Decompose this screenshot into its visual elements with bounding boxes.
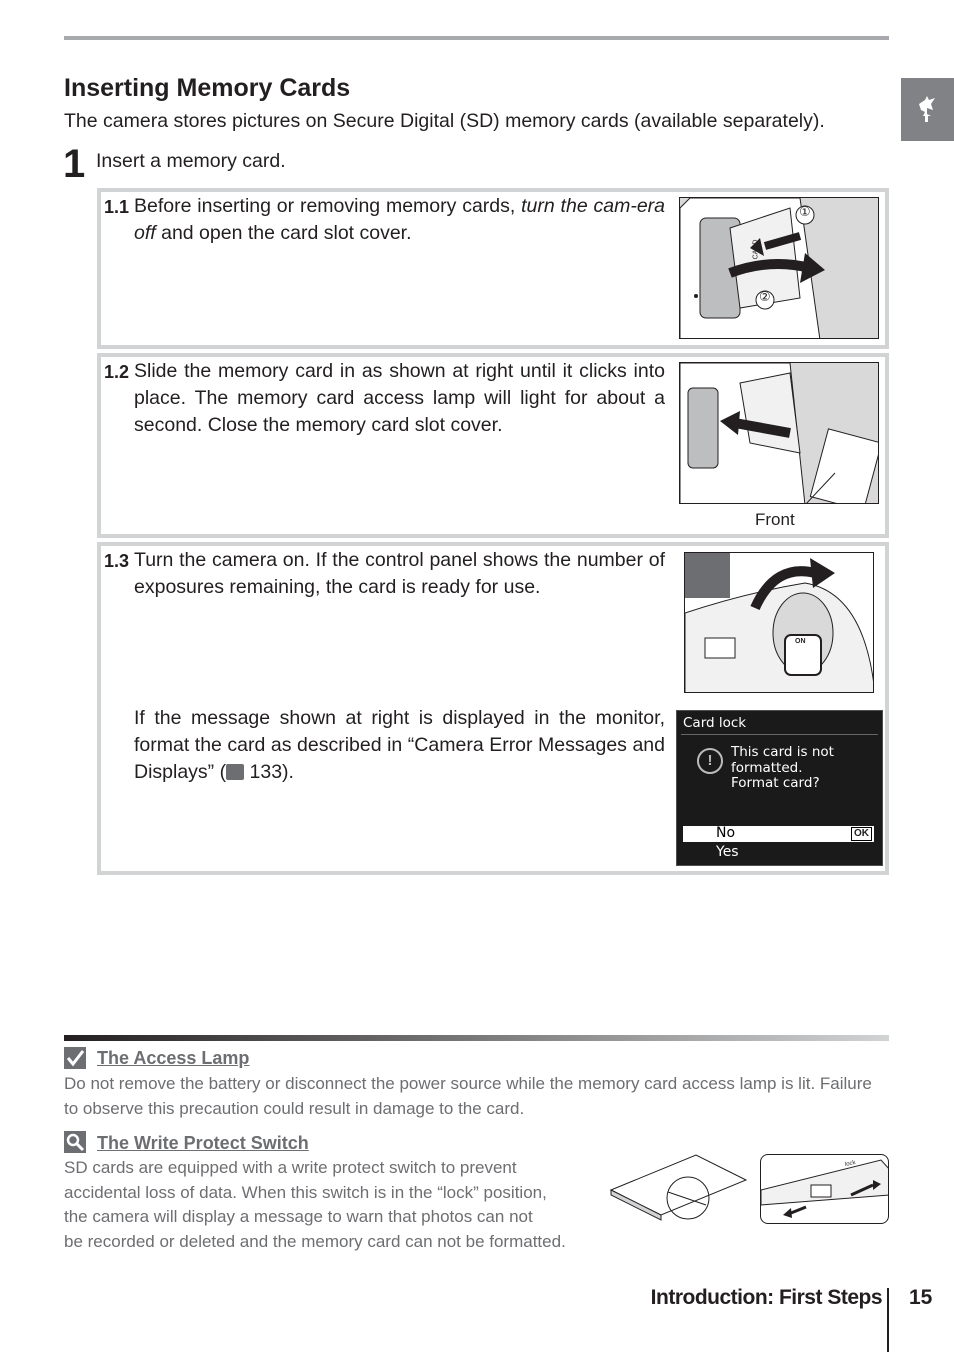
- card-label: CARD: [752, 239, 760, 260]
- note-title-access-lamp: The Access Lamp: [97, 1048, 250, 1068]
- monitor-title: Card lock: [683, 715, 747, 731]
- step-number: 1: [63, 142, 86, 186]
- notes-rule: [64, 1035, 889, 1041]
- monitor-message: This card is not formatted. Format card?: [731, 744, 834, 791]
- option-no[interactable]: No OK: [683, 826, 874, 842]
- callout-2: ②: [759, 289, 771, 304]
- option-yes[interactable]: Yes: [716, 844, 739, 860]
- page-number: 15: [909, 1286, 933, 1309]
- step-text: Insert a memory card.: [96, 150, 286, 172]
- chapter-bird-icon: [913, 94, 941, 124]
- write-protect-switch-figure: [760, 1154, 889, 1224]
- warning-icon: !: [697, 748, 723, 774]
- note-text-write-protect: SD cards are equipped with a write protect switch to prevent accidental loss of data. When this switch is in the “lock” position, the camera will display a message to warn that photos can not be recorded or deleted and the memory card can not be formatted.: [64, 1158, 566, 1251]
- substep-number: 1.1: [104, 197, 130, 217]
- section-intro: The camera stores pictures on Secure Digital (SD) memory cards (available separately).: [64, 110, 825, 132]
- substep-box-1-3: [97, 542, 889, 875]
- substep-number: 1.2: [104, 362, 130, 382]
- card-insert-figure: [679, 362, 879, 504]
- lock-label: lock: [844, 1159, 857, 1169]
- front-label: Front: [755, 510, 795, 529]
- top-rule: [64, 36, 889, 40]
- substep-text-error: If the message shown at right is displayed in the monitor, format the card as described in “Camera Error Messages and Displays” ( 133).: [134, 707, 665, 783]
- substep-text: Before inserting or removing memory cards, turn the cam-era off and open the card slot cover.: [134, 195, 666, 244]
- substep-number: 1.3: [104, 551, 130, 571]
- magnifier-icon: [64, 1131, 86, 1153]
- ok-badge: OK: [851, 827, 872, 841]
- footer-divider: [887, 1288, 889, 1352]
- card-slot-cover-figure: [679, 197, 879, 339]
- monitor-error-display: [676, 710, 883, 866]
- section-title: Inserting Memory Cards: [64, 74, 351, 102]
- callout-1: ①: [799, 204, 811, 219]
- substep-box-1-1: [97, 188, 889, 349]
- note-text-access-lamp: Do not remove the battery or disconnect the power source while the memory card access lamp is lit. Failure to observe this precaution could result in damage to the card.: [64, 1074, 872, 1118]
- checkmark-icon: [64, 1047, 86, 1069]
- on-label: ON: [795, 638, 806, 645]
- substep-text: Turn the camera on. If the control panel shows the number of exposures remaining, the card is ready for use.: [134, 549, 665, 598]
- sd-card-figure: [606, 1150, 751, 1225]
- substep-box-1-2: [97, 353, 889, 538]
- page-reference-icon: [226, 764, 244, 780]
- footer-section-title: Introduction: First Steps: [650, 1286, 882, 1309]
- substep-text: Slide the memory card in as shown at right until it clicks into place. The memory card access lamp will light for about a second. Close the memory card slot cover.: [134, 360, 665, 436]
- note-title-write-protect: The Write Protect Switch: [97, 1133, 309, 1153]
- power-switch-figure: [684, 552, 874, 693]
- chapter-tab[interactable]: [901, 78, 954, 141]
